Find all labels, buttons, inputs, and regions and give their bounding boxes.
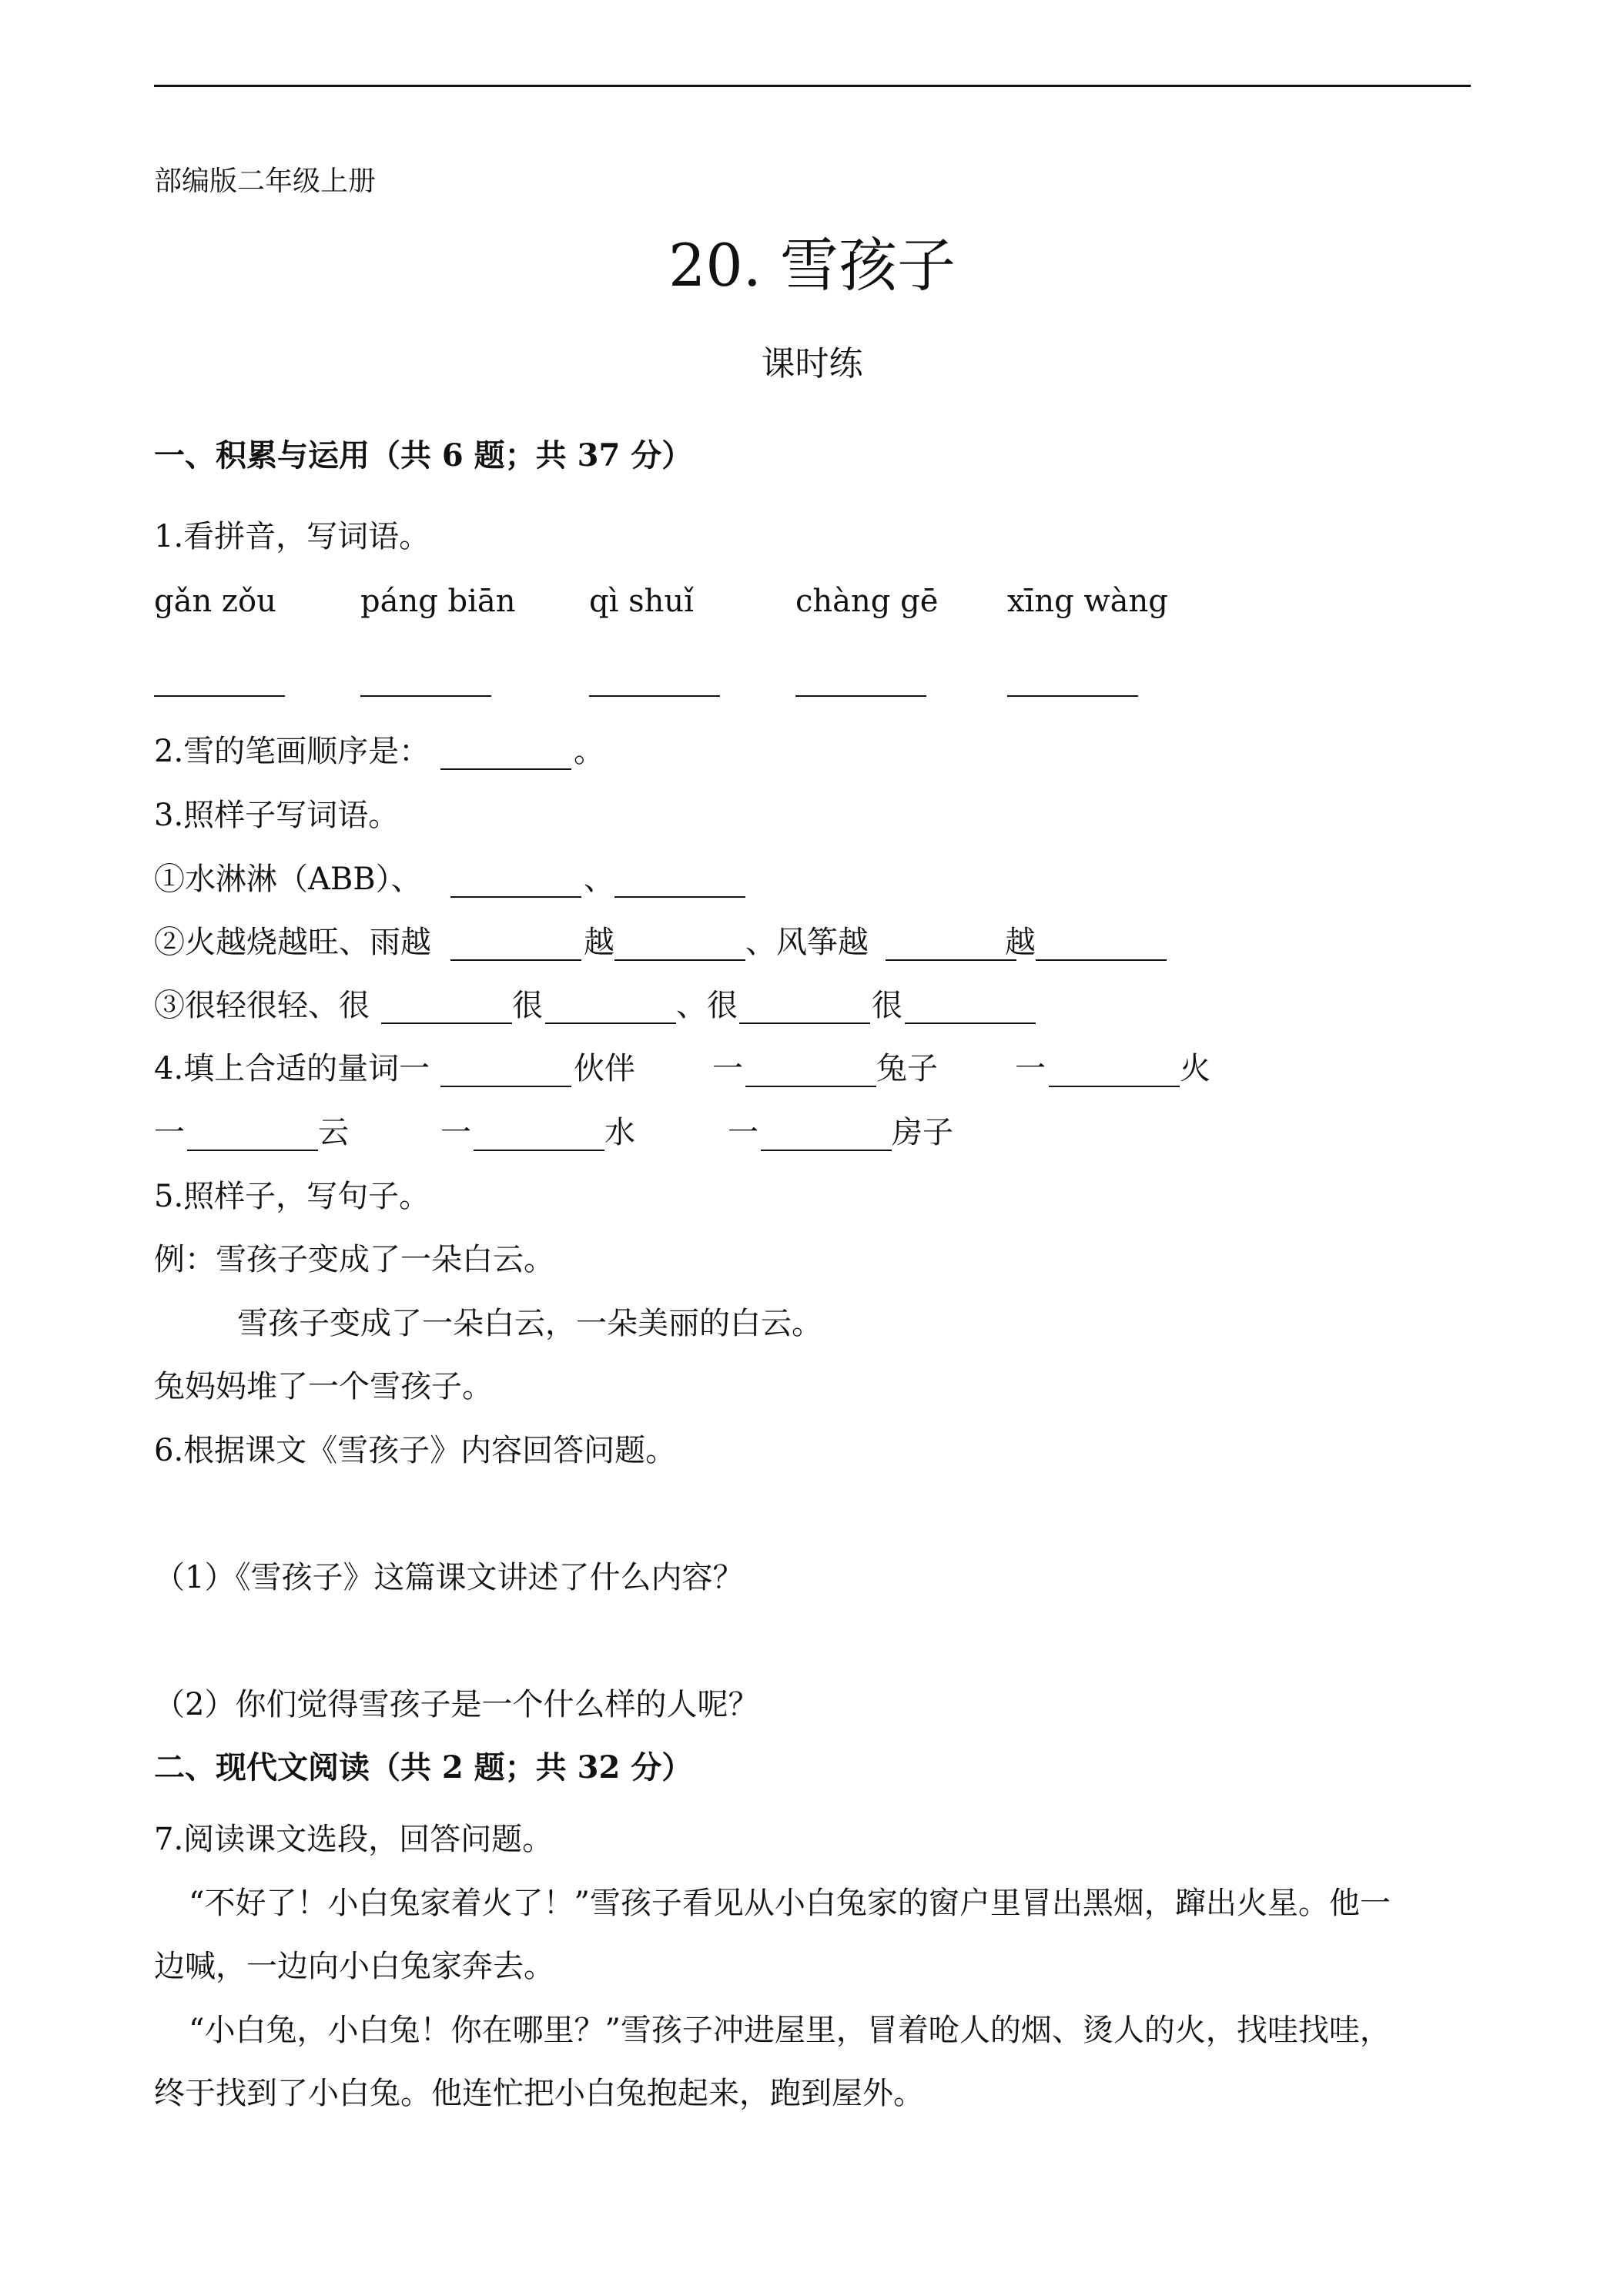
q3-line3-text: ③很轻很轻、很 bbox=[154, 988, 370, 1023]
q5-example1: 例：雪孩子变成了一朵白云。 bbox=[154, 1242, 554, 1277]
q3-line2-text: ②火越烧越旺、雨越 bbox=[154, 925, 431, 960]
q4-prompt: 4.填上合适的量词一 bbox=[154, 1051, 430, 1086]
q3-line2-yue2: 越 bbox=[1005, 925, 1036, 960]
q6-prompt: 6.根据课文《雪孩子》内容回答问题。 bbox=[154, 1433, 677, 1468]
section1-heading: 一、积累与运用（共 6 题；共 37 分） bbox=[154, 437, 693, 474]
q3-line1-sep: 、 bbox=[584, 862, 614, 897]
edition-label: 部编版二年级上册 bbox=[154, 166, 377, 197]
q3-line3-hen: 很 bbox=[512, 988, 543, 1023]
q2-prompt: 2.雪的笔画顺序是： bbox=[154, 734, 430, 769]
header-rule bbox=[154, 85, 1471, 87]
q5-task: 兔妈妈堆了一个雪孩子。 bbox=[154, 1369, 493, 1404]
q4-word4: 云 bbox=[318, 1115, 349, 1150]
q4-word3: 火 bbox=[1180, 1051, 1210, 1086]
section2-heading: 二、现代文阅读（共 2 题；共 32 分） bbox=[154, 1749, 693, 1786]
passage-line: 边喊，一边向小白兔家奔去。 bbox=[154, 1949, 554, 1984]
answer-blank[interactable] bbox=[795, 695, 926, 697]
page-subtitle: 课时练 bbox=[761, 344, 863, 383]
q5-prompt: 5.照样子，写句子。 bbox=[154, 1179, 430, 1214]
answer-blank[interactable] bbox=[450, 896, 581, 898]
passage-line: 终于找到了小白兔。他连忙把小白兔抱起来，跑到屋外。 bbox=[154, 2076, 924, 2111]
answer-blank[interactable] bbox=[1049, 1086, 1180, 1087]
q4-word6: 房子 bbox=[892, 1115, 953, 1150]
pinyin-3: qì shuǐ bbox=[589, 584, 694, 619]
pinyin-5: xīng wàng bbox=[1007, 584, 1168, 619]
answer-blank[interactable] bbox=[761, 1150, 892, 1151]
pinyin-4: chàng gē bbox=[795, 584, 939, 619]
q4-yi2: 一 bbox=[712, 1051, 743, 1086]
q4-word5: 水 bbox=[604, 1115, 635, 1150]
answer-blank[interactable] bbox=[614, 896, 745, 898]
q3-line3-hen3: 很 bbox=[872, 988, 902, 1023]
pinyin-2: páng biān bbox=[360, 584, 516, 619]
answer-blank[interactable] bbox=[905, 1022, 1036, 1024]
q3-line2-yue: 越 bbox=[584, 925, 614, 960]
answer-blank[interactable] bbox=[440, 768, 571, 770]
answer-blank[interactable] bbox=[886, 959, 1016, 961]
answer-blank[interactable] bbox=[745, 1086, 876, 1087]
answer-blank[interactable] bbox=[1036, 959, 1167, 961]
q4-word1: 伙伴 bbox=[574, 1051, 635, 1086]
q3-line1-text: ①水淋淋（ABB）、 bbox=[154, 862, 422, 897]
q3-line2-kite: 、风筝越 bbox=[745, 925, 869, 960]
passage-line: “不好了！小白兔家着火了！”雪孩子看见从小白兔家的窗户里冒出黑烟，蹿出火星。他一 bbox=[189, 1886, 1391, 1921]
answer-blank[interactable] bbox=[187, 1150, 318, 1151]
answer-blank[interactable] bbox=[154, 695, 285, 697]
q2-end: 。 bbox=[574, 734, 604, 769]
q3-line3-hen2: 、很 bbox=[676, 988, 738, 1023]
q6-sub1: （1）《雪孩子》这篇课文讲述了什么内容？ bbox=[154, 1560, 744, 1595]
answer-blank[interactable] bbox=[1007, 695, 1138, 697]
q4-yi5: 一 bbox=[440, 1115, 471, 1150]
page-title: 20. 雪孩子 bbox=[668, 231, 956, 300]
q4-word2: 兔子 bbox=[876, 1051, 938, 1086]
q3-prompt: 3.照样子写词语。 bbox=[154, 798, 400, 833]
q6-sub2: （2）你们觉得雪孩子是一个什么样的人呢？ bbox=[154, 1687, 759, 1722]
answer-blank[interactable] bbox=[440, 1086, 571, 1087]
passage-line: “小白兔，小白兔！你在哪里？”雪孩子冲进屋里，冒着呛人的烟、烫人的火，找哇找哇， bbox=[189, 2013, 1391, 2048]
answer-blank[interactable] bbox=[739, 1022, 870, 1024]
answer-blank[interactable] bbox=[589, 695, 720, 697]
q4-yi4: 一 bbox=[154, 1115, 185, 1150]
answer-blank[interactable] bbox=[360, 695, 491, 697]
answer-blank[interactable] bbox=[545, 1022, 676, 1024]
pinyin-1: gǎn zǒu bbox=[154, 584, 276, 619]
q5-example2: 雪孩子变成了一朵白云，一朵美丽的白云。 bbox=[237, 1306, 822, 1341]
q1-prompt: 1.看拼音，写词语。 bbox=[154, 519, 430, 554]
q4-yi6: 一 bbox=[728, 1115, 758, 1150]
q7-prompt: 7.阅读课文选段，回答问题。 bbox=[154, 1822, 554, 1857]
answer-blank[interactable] bbox=[450, 959, 581, 961]
answer-blank[interactable] bbox=[381, 1022, 512, 1024]
q4-yi3: 一 bbox=[1015, 1051, 1046, 1086]
answer-blank[interactable] bbox=[614, 959, 745, 961]
answer-blank[interactable] bbox=[474, 1150, 604, 1151]
